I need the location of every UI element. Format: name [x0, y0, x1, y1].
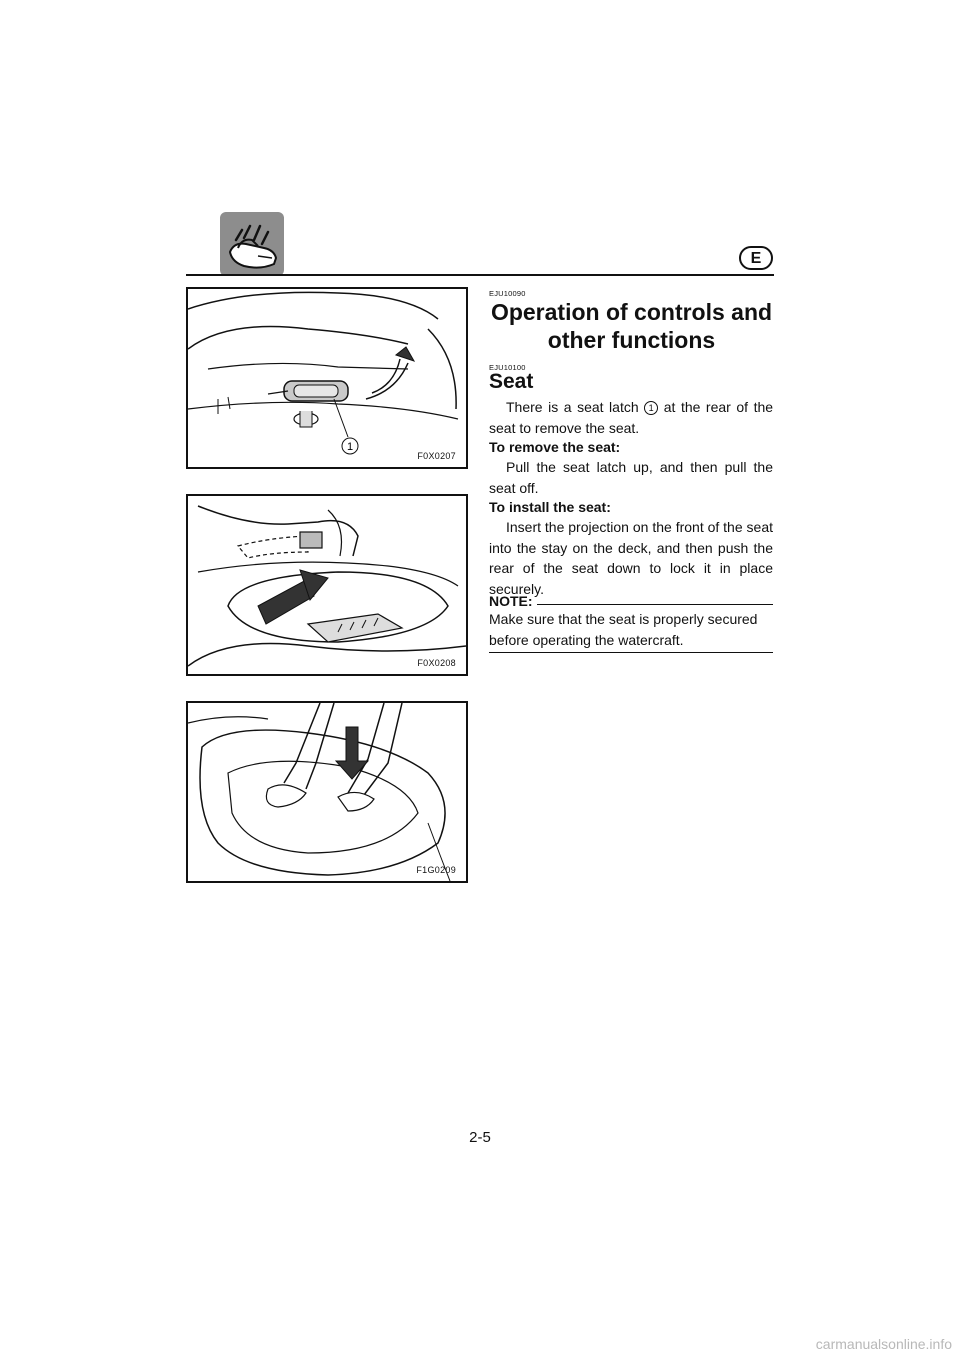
- subsection-title: Seat: [489, 370, 534, 393]
- intro-paragraph: There is a seat latch 1 at the rear of the seat to remove the seat.: [489, 399, 774, 436]
- page-title-line1: Operation of controls and: [490, 299, 773, 325]
- callout-marker: 1: [644, 401, 658, 415]
- figure-seat-latch: [186, 287, 468, 469]
- seat-latch-illustration: [188, 289, 466, 467]
- note-paragraph: Make sure that the seat is properly secured before operating the watercraft.: [489, 611, 758, 648]
- figure-code: F0X0208: [417, 658, 456, 668]
- install-heading: To install the seat:: [489, 499, 611, 515]
- header-rule: [186, 274, 774, 276]
- language-badge: E: [739, 246, 773, 270]
- remove-heading: To remove the seat:: [489, 439, 621, 455]
- figure-seat-install: [186, 494, 468, 676]
- subsection-code: EJU10100: [489, 363, 526, 372]
- note-rule: [537, 604, 773, 605]
- figure-code: F0X0207: [417, 451, 456, 461]
- install-paragraph: Insert the projection on the front of the seat into the stay on the deck, and then push the rear of the seat down to lock it in place securely.: [489, 519, 773, 597]
- section-code: EJU10090: [489, 289, 526, 298]
- seat-lock-illustration: [188, 703, 466, 881]
- note-label: NOTE:: [489, 593, 533, 609]
- remove-paragraph: Pull the seat latch up, and then pull the seat off.: [489, 459, 773, 496]
- page-title-line2: other functions: [547, 327, 716, 353]
- watermark: carmanualsonline.info: [815, 1336, 952, 1352]
- figure-seat-lock: [186, 701, 468, 883]
- note-end-rule: [489, 652, 773, 653]
- seat-install-illustration: [188, 496, 466, 674]
- figure-code: F1G0209: [416, 865, 456, 875]
- watercraft-icon: [220, 212, 284, 276]
- page-number: 2-5: [469, 1129, 491, 1146]
- figure-callout: 1: [346, 441, 354, 453]
